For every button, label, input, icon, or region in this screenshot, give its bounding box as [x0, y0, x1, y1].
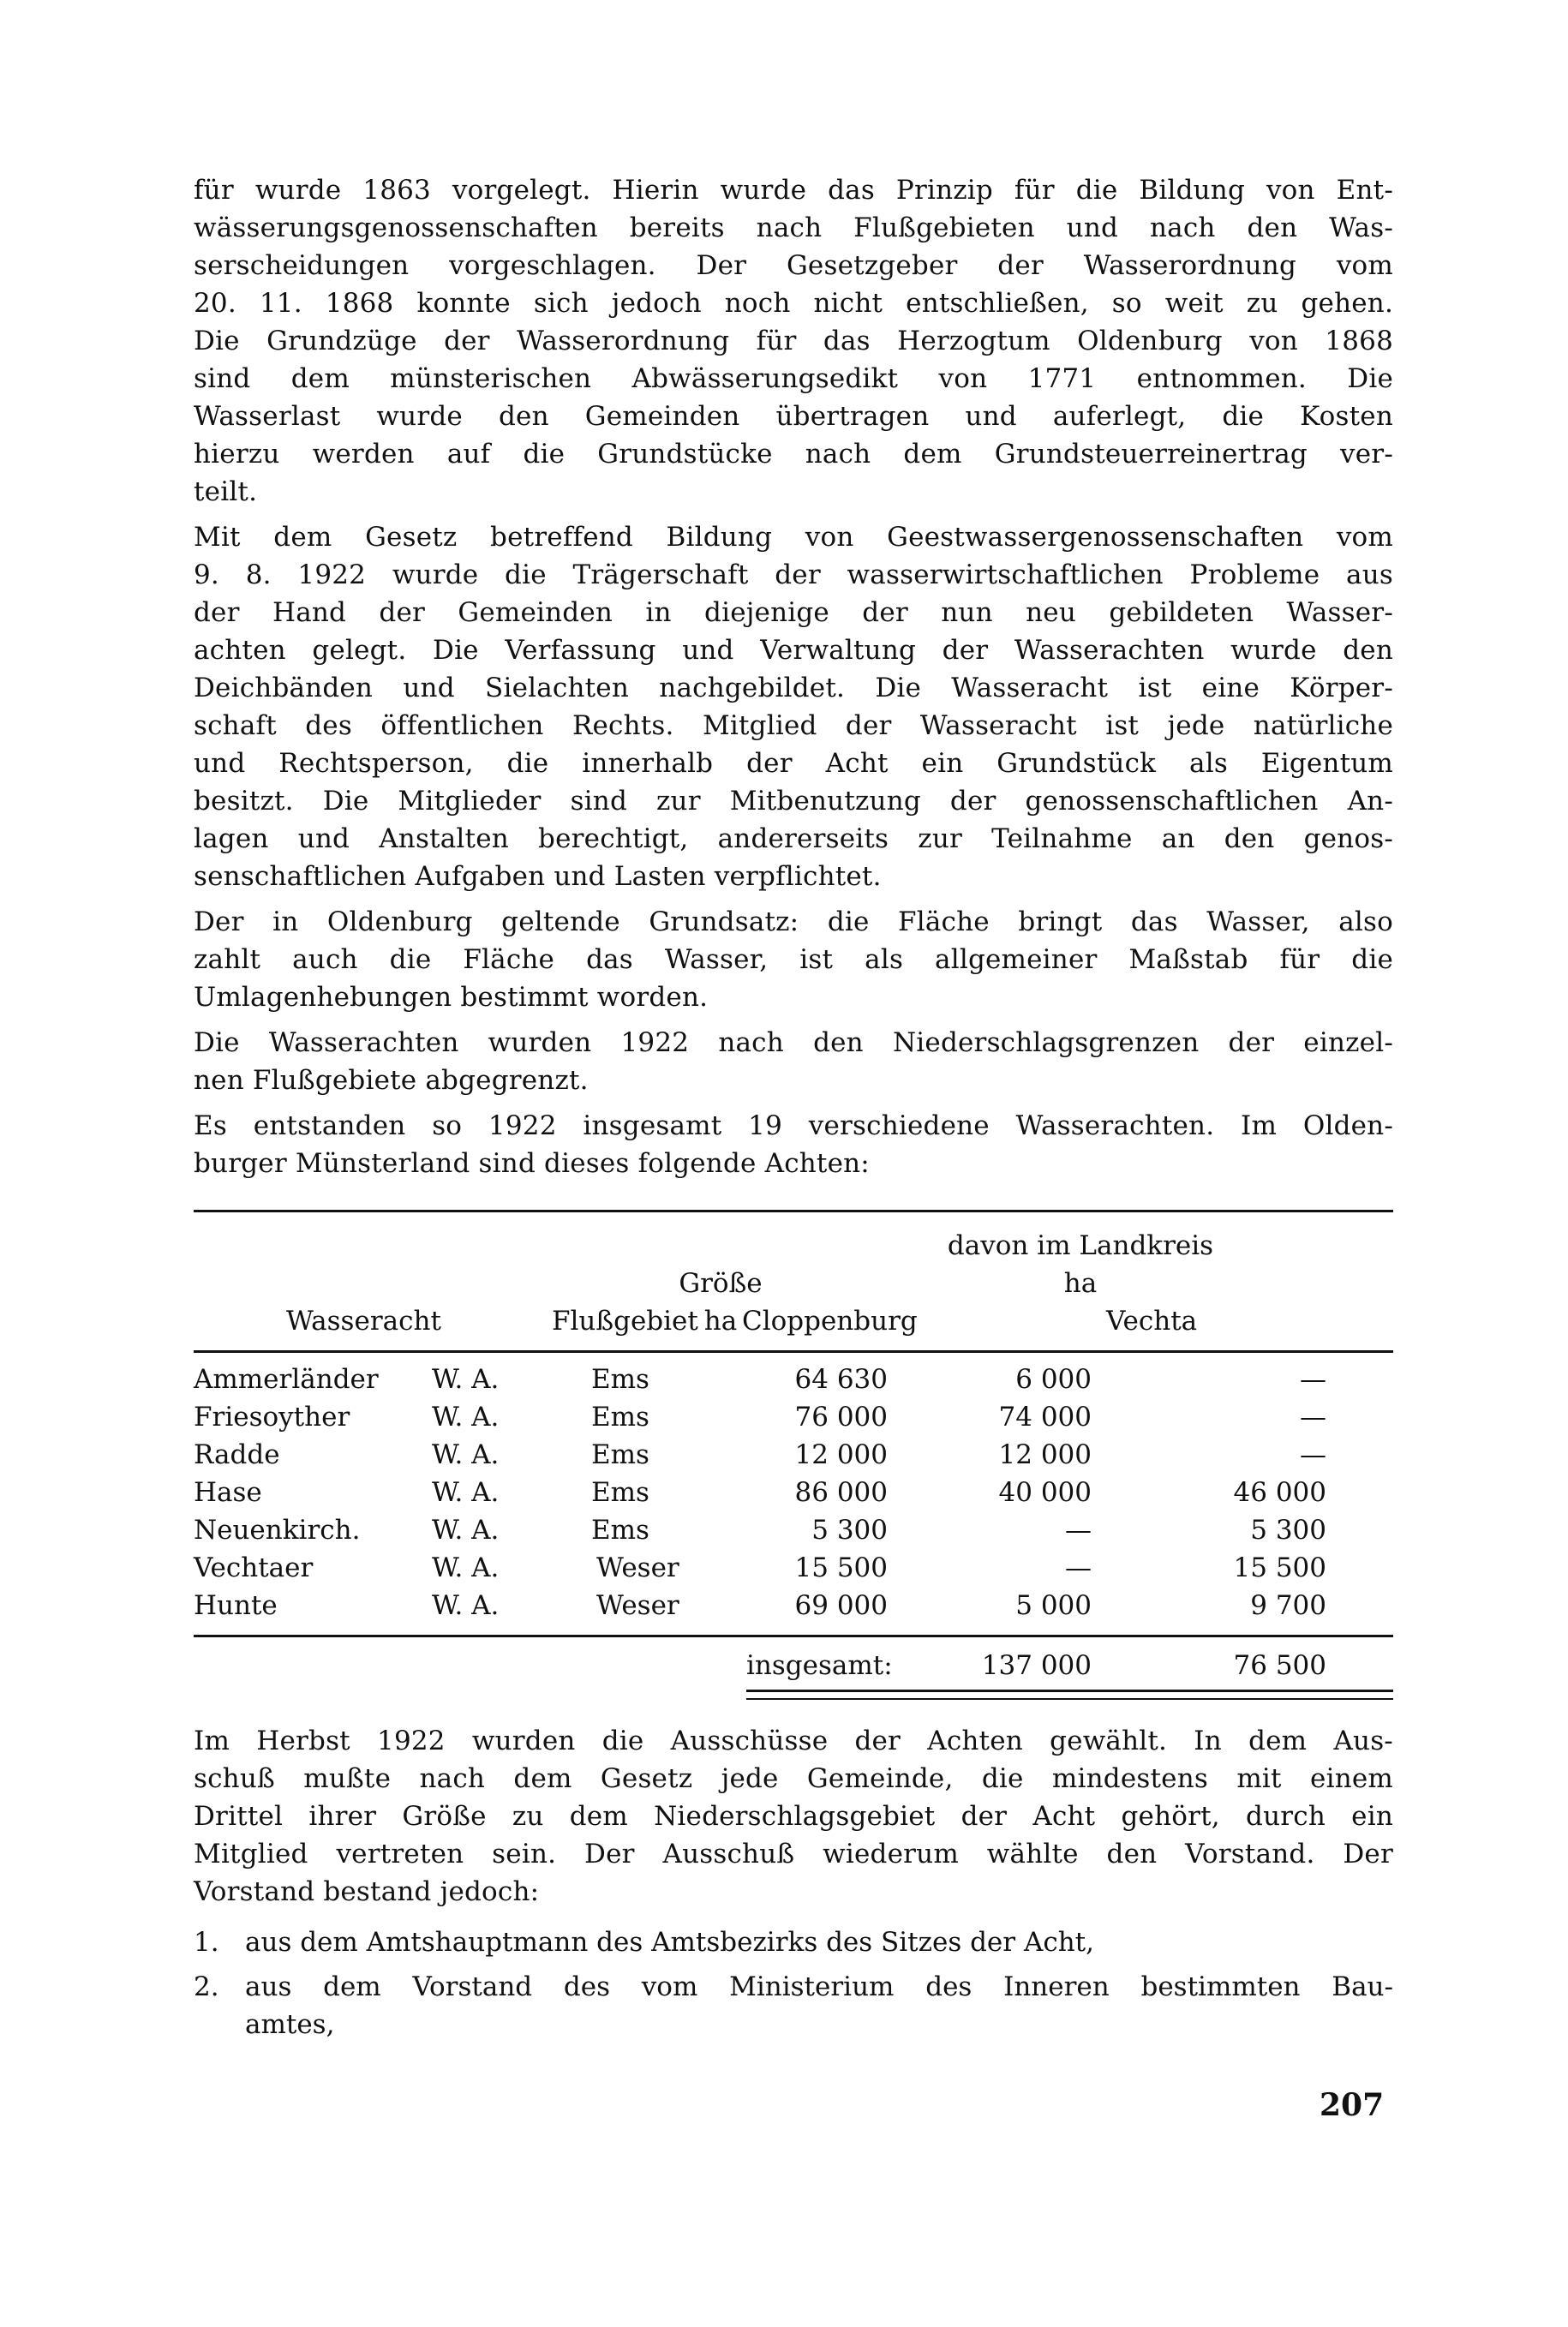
- table-body-rule: [194, 1635, 1393, 1637]
- list-item: [194, 1968, 1393, 2043]
- list-item: [194, 1923, 1393, 1961]
- cell-name: Hase: [194, 1477, 262, 1508]
- cell-cloppenburg: —: [1065, 1515, 1092, 1546]
- cell-fluss: Ems: [591, 1477, 649, 1508]
- cell-name: Friesoyther: [194, 1402, 350, 1433]
- table-header-rule: [194, 1350, 1393, 1353]
- cell-groesse: 69 000: [794, 1590, 888, 1621]
- text-line: hierzu werden auf die Grundstücke nach dem Grundsteuerreinertrag ver-: [194, 439, 1393, 470]
- text-line: wässerungsgenossenschaften bereits nach Flußgebieten und nach den Was-: [194, 212, 1393, 243]
- cell-cloppenburg: —: [1065, 1552, 1092, 1583]
- text-line: Mitglied vertreten sein. Der Ausschuß wiederum wählte den Vorstand. Der: [194, 1839, 1393, 1869]
- cell-vechta: —: [1300, 1439, 1326, 1470]
- text-line: zahlt auch die Fläche das Wasser, ist als allgemeiner Maßstab für die: [194, 944, 1393, 975]
- total-vechta: 76 500: [1233, 1650, 1326, 1681]
- cell-name: Hunte: [194, 1590, 278, 1621]
- table-total-row: [194, 1647, 1393, 1684]
- cell-cloppenburg: 6 000: [1015, 1364, 1092, 1395]
- text-line: burger Münsterland sind dieses folgende Achten:: [194, 1148, 870, 1179]
- header-flussgebiet: Flußgebiet: [552, 1306, 698, 1337]
- text-line: teilt.: [194, 476, 258, 507]
- header-vechta: Vechta: [1106, 1306, 1198, 1337]
- text-line: senschaftlichen Aufgaben und Lasten verpflichtet.: [194, 861, 882, 892]
- list-number: 2.: [194, 1971, 219, 2002]
- text-line: schuß mußte nach dem Gesetz jede Gemeinde, die mindestens mit einem: [194, 1763, 1393, 1794]
- text-line: serscheidungen vorgeschlagen. Der Gesetzgeber der Wasserordnung vom: [194, 250, 1393, 281]
- text-line: Wasserlast wurde den Gemeinden übertragen und auferlegt, die Kosten: [194, 401, 1393, 432]
- text-line: Vorstand bestand jedoch:: [194, 1876, 540, 1907]
- cell-wa: W. A.: [432, 1402, 500, 1433]
- cell-wa: W. A.: [432, 1477, 500, 1508]
- body-text-top: [194, 171, 1393, 1190]
- cell-wa: W. A.: [432, 1515, 500, 1546]
- table-top-rule: [194, 1210, 1393, 1212]
- header-groesse-unit: ha: [703, 1306, 738, 1337]
- cell-wa: W. A.: [432, 1439, 500, 1470]
- header-cloppenburg: Cloppenburg: [742, 1306, 918, 1337]
- cell-fluss: Ems: [591, 1515, 649, 1546]
- text-line: 9. 8. 1922 wurde die Trägerschaft der wasserwirtschaftlichen Probleme aus: [194, 559, 1393, 590]
- cell-vechta: —: [1300, 1402, 1326, 1433]
- paragraph-2: [194, 518, 1393, 895]
- text-line: Mit dem Gesetz betreffend Bildung von Geestwassergenossenschaften vom: [194, 522, 1393, 553]
- text-line: aus dem Amtshauptmann des Amtsbezirks des Sitzes der Acht,: [245, 1927, 1094, 1958]
- cell-fluss: Ems: [591, 1402, 649, 1433]
- text-line: sind dem münsterischen Abwässerungsedikt von 1771 entnommen. Die: [194, 363, 1393, 394]
- cell-name: Ammerländer: [194, 1364, 379, 1395]
- text-line: Es entstanden so 1922 insgesamt 19 verschiedene Wasserachten. Im Olden-: [194, 1110, 1393, 1141]
- paragraph-5: [194, 1107, 1393, 1182]
- page-number: 207: [1320, 2087, 1385, 2123]
- total-rule-1: [746, 1690, 1393, 1692]
- header-wasseracht: Wasseracht: [286, 1306, 441, 1337]
- text-line: Im Herbst 1922 wurden die Ausschüsse der Achten gewählt. In dem Aus-: [194, 1726, 1393, 1756]
- cell-fluss: Weser: [596, 1552, 679, 1583]
- body-text-after-table: [194, 1722, 1393, 1918]
- text-line: Umlagenhebungen bestimmt worden.: [194, 982, 709, 1013]
- paragraph-1: [194, 171, 1393, 511]
- text-line: Die Wasserachten wurden 1922 nach den Niederschlagsgrenzen der einzel-: [194, 1027, 1393, 1058]
- table-row: [194, 1549, 1393, 1587]
- cell-fluss: Ems: [591, 1364, 649, 1395]
- cell-vechta: —: [1300, 1364, 1326, 1395]
- cell-wa: W. A.: [432, 1590, 500, 1621]
- table-row: [194, 1436, 1393, 1474]
- text-line: nen Flußgebiete abgegrenzt.: [194, 1065, 589, 1096]
- cell-fluss: Weser: [596, 1590, 679, 1621]
- cell-groesse: 86 000: [794, 1477, 888, 1508]
- cell-groesse: 5 300: [811, 1515, 888, 1546]
- text-line: amtes,: [245, 2009, 335, 2040]
- table-row: [194, 1361, 1393, 1398]
- total-cloppenburg: 137 000: [981, 1650, 1092, 1681]
- list-number: 1.: [194, 1927, 219, 1958]
- cell-vechta: 46 000: [1233, 1477, 1326, 1508]
- table-row: [194, 1398, 1393, 1436]
- text-line: lagen und Anstalten berechtigt, andererseits zur Teilnahme an den genos-: [194, 823, 1393, 854]
- table-row: [194, 1474, 1393, 1511]
- cell-name: Neuenkirch.: [194, 1515, 361, 1546]
- cell-fluss: Ems: [591, 1439, 649, 1470]
- text-line: schaft des öffentlichen Rechts. Mitglied der Wasseracht ist jede natürliche: [194, 710, 1393, 741]
- paragraph-3: [194, 903, 1393, 1016]
- text-line: achten gelegt. Die Verfassung und Verwaltung der Wasserachten wurde den: [194, 635, 1393, 666]
- text-line: 20. 11. 1868 konnte sich jedoch noch nicht entschließen, so weit zu gehen.: [194, 288, 1393, 319]
- cell-cloppenburg: 74 000: [998, 1402, 1092, 1433]
- paragraph-4: [194, 1024, 1393, 1099]
- text-line: für wurde 1863 vorgelegt. Hierin wurde das Prinzip für die Bildung von Ent-: [194, 175, 1393, 206]
- total-rule-2: [746, 1698, 1393, 1700]
- text-line: aus dem Vorstand des vom Ministerium des Inneren bestimmten Bau-: [245, 1971, 1393, 2002]
- cell-cloppenburg: 5 000: [1015, 1590, 1092, 1621]
- cell-wa: W. A.: [432, 1364, 500, 1395]
- header-group-unit: ha: [1063, 1268, 1098, 1299]
- numbered-list: [194, 1923, 1393, 2050]
- header-group-label: davon im Landkreis: [947, 1230, 1214, 1261]
- text-line: Deichbänden und Sielachten nachgebildet. Die Wasseracht ist eine Körper-: [194, 673, 1393, 703]
- cell-name: Radde: [194, 1439, 280, 1470]
- text-line: Drittel ihrer Größe zu dem Niederschlagsgebiet der Acht gehört, durch ein: [194, 1801, 1393, 1832]
- cell-name: Vechtaer: [194, 1552, 314, 1583]
- cell-groesse: 64 630: [794, 1364, 888, 1395]
- cell-vechta: 5 300: [1250, 1515, 1326, 1546]
- text-line: Der in Oldenburg geltende Grundsatz: die Fläche bringt das Wasser, also: [194, 906, 1393, 937]
- cell-groesse: 15 500: [794, 1552, 888, 1583]
- text-line: der Hand der Gemeinden in diejenige der nun neu gebildeten Wasser-: [194, 597, 1393, 628]
- cell-vechta: 15 500: [1233, 1552, 1326, 1583]
- cell-vechta: 9 700: [1250, 1590, 1326, 1621]
- header-groesse: Größe: [679, 1268, 763, 1299]
- table-row: [194, 1587, 1393, 1624]
- text-line: Die Grundzüge der Wasserordnung für das Herzogtum Oldenburg von 1868: [194, 326, 1393, 356]
- cell-groesse: 12 000: [794, 1439, 888, 1470]
- total-label: insgesamt:: [746, 1650, 893, 1681]
- text-line: und Rechtsperson, die innerhalb der Acht ein Grundstück als Eigentum: [194, 748, 1393, 779]
- paragraph-6: [194, 1722, 1393, 1911]
- cell-groesse: 76 000: [794, 1402, 888, 1433]
- cell-cloppenburg: 12 000: [998, 1439, 1092, 1470]
- cell-wa: W. A.: [432, 1552, 500, 1583]
- table-row: [194, 1511, 1393, 1549]
- cell-cloppenburg: 40 000: [998, 1477, 1092, 1508]
- text-line: besitzt. Die Mitglieder sind zur Mitbenutzung der genossenschaftlichen An-: [194, 786, 1393, 817]
